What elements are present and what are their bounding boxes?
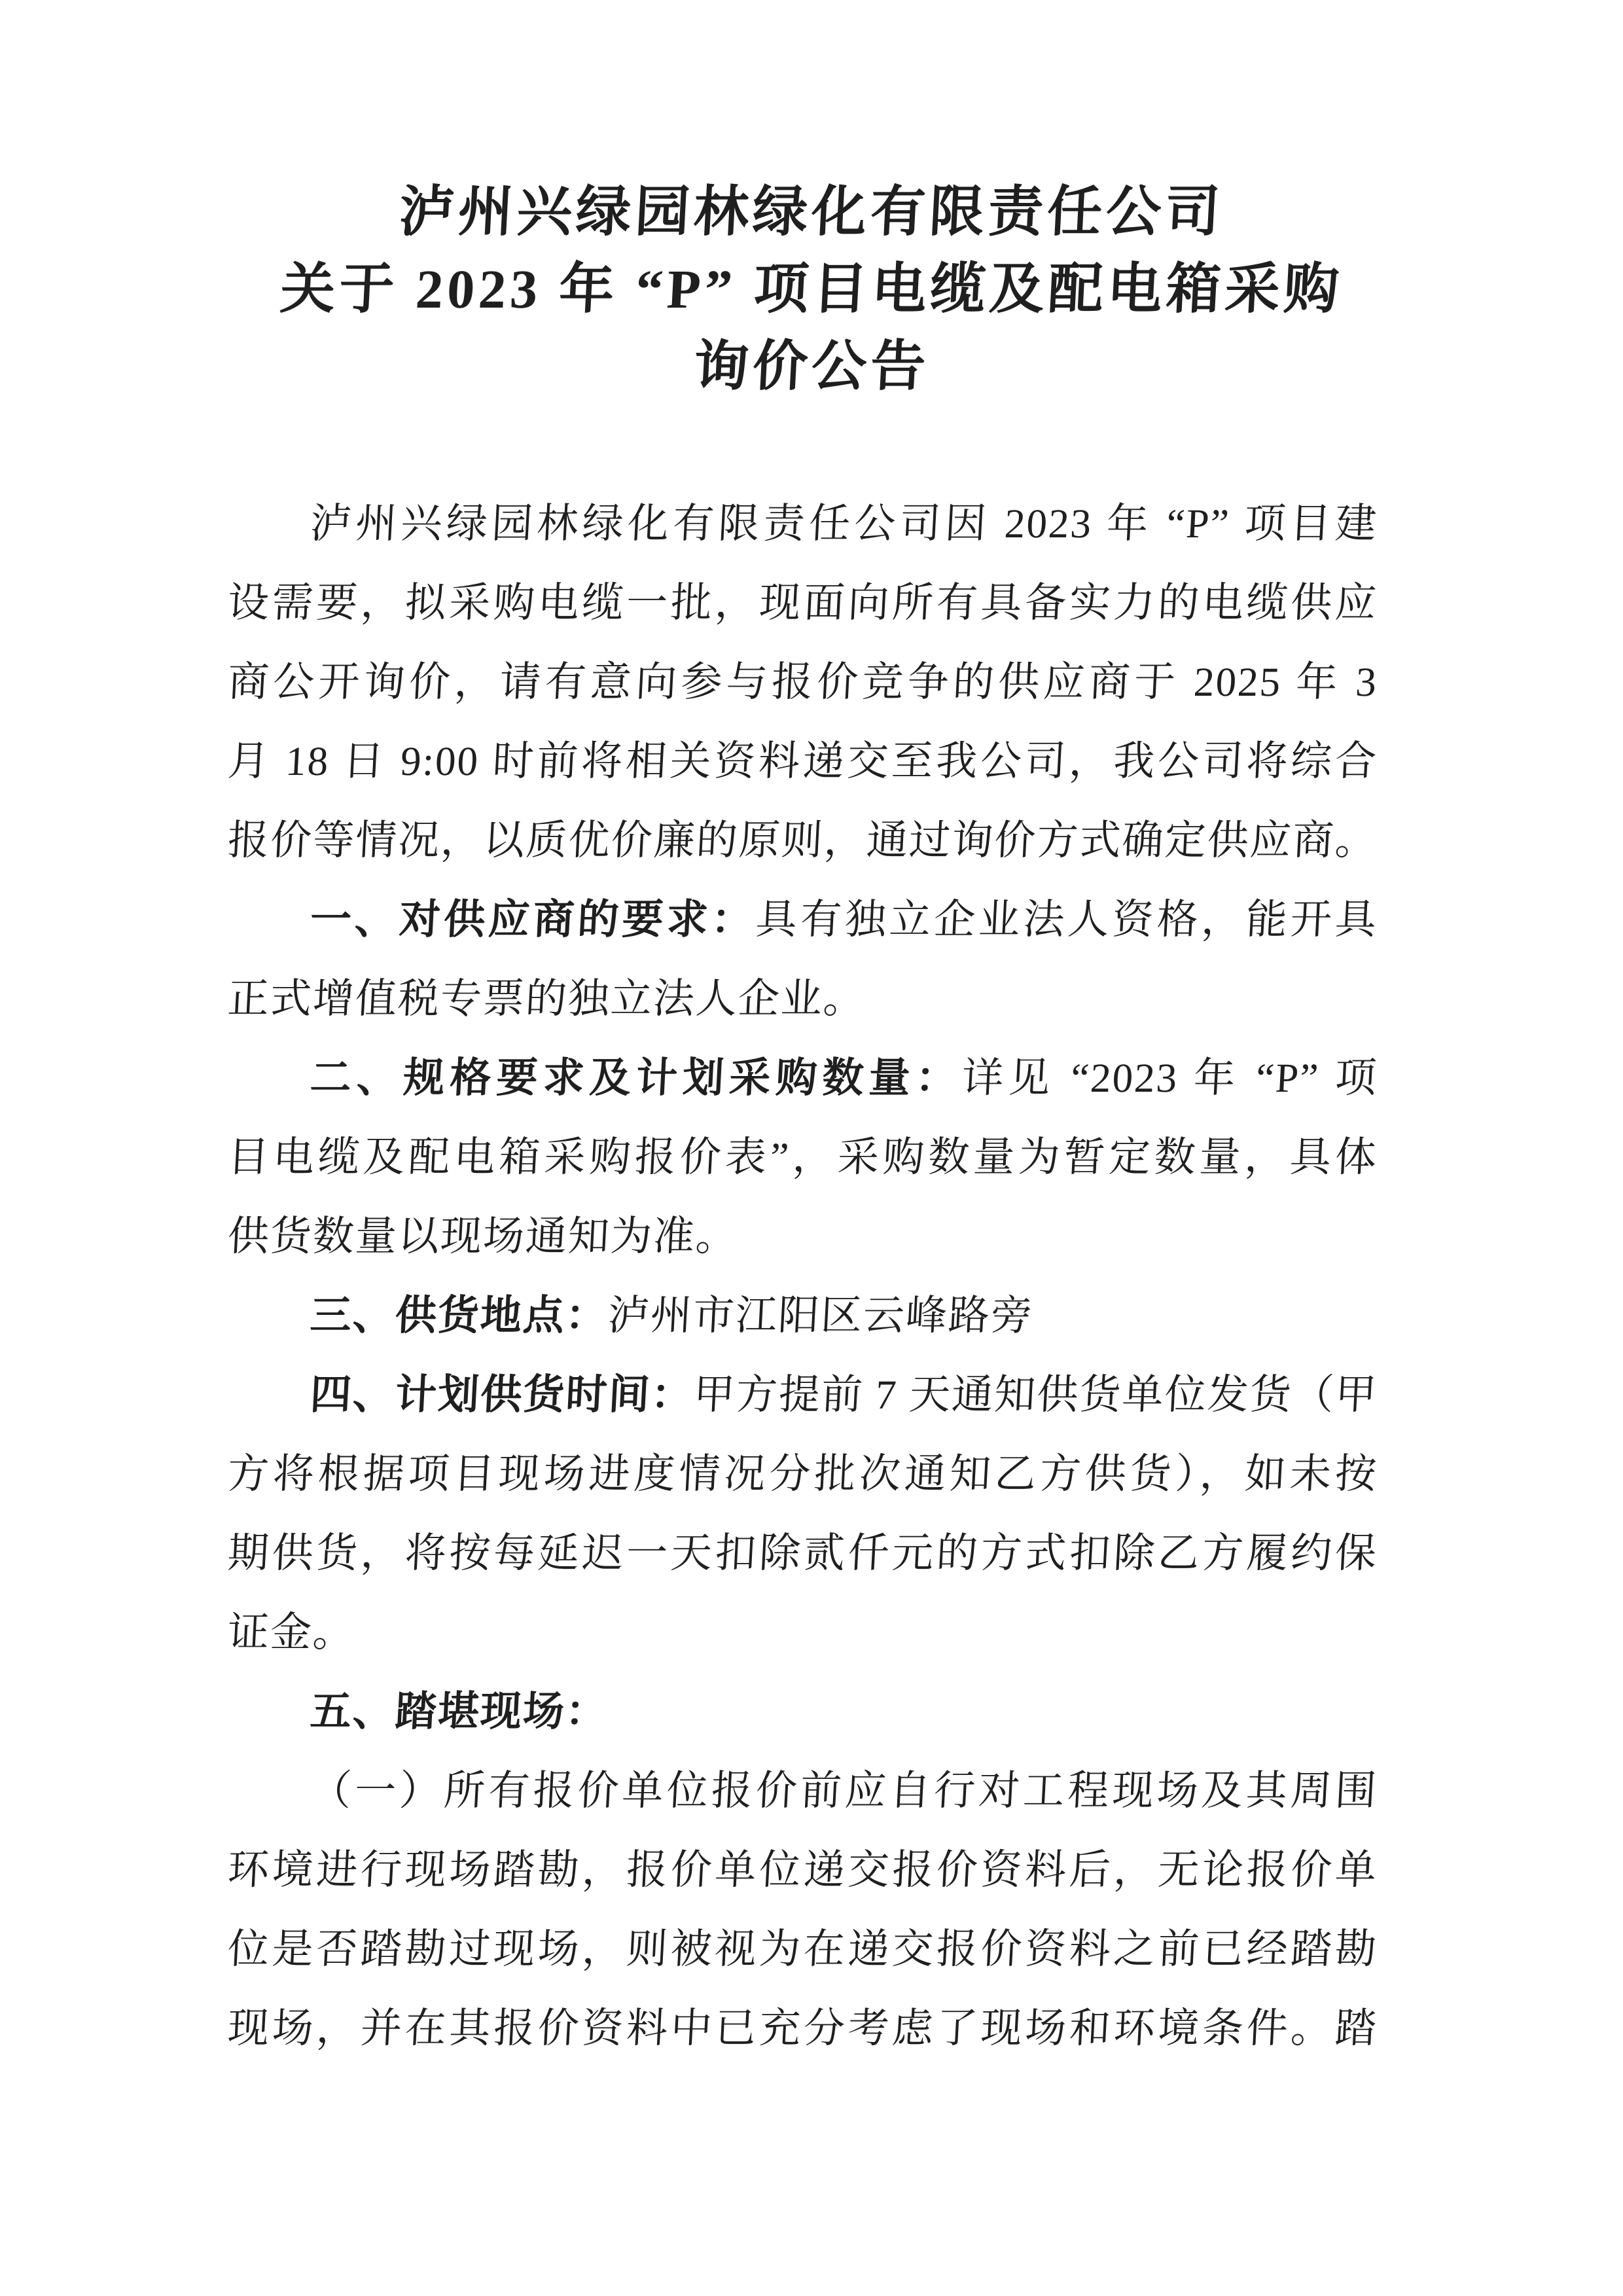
document-title-line: 泸州兴绿园林绿化有限责任公司 [397,182,1226,243]
line-text: 供货数量以现场通知为准。 [226,1213,740,1259]
section-heading: 五、踏堪现场： [309,1689,609,1734]
line-text: 泸州市江阳区云峰路旁 [607,1293,1035,1338]
text-line [226,1831,1380,1910]
text-line [226,1910,1380,1989]
text-line [226,1118,1380,1197]
text-line [226,801,1380,880]
line-text: 环境进行现场踏勘，报价单位递交报价资料后，无论报价单 [226,1847,1379,1893]
section-heading: 一、对供应商的要求： [309,897,757,942]
text-line [226,1514,1380,1593]
text-line [226,722,1380,801]
text-line [226,880,1380,960]
document-body [228,484,1378,2068]
text-line [226,1197,1380,1276]
line-text: 期供货，将按每延迟一天扣除贰仟元的方式扣除乙方履约保 [226,1530,1379,1576]
line-text: 月 18 日 9:00 时前将相关资料递交至我公司，我公司将综合 [226,738,1379,784]
line-text: 泸州兴绿园林绿化有限责任公司因 2023 年 “P” 项目建 [309,501,1379,547]
text-line [226,1355,1380,1435]
line-text: 方将根据项目现场进度情况分批次通知乙方供货），如未按 [226,1451,1379,1497]
text-line [226,1672,1380,1751]
line-text: 具有独立企业法人资格，能开具 [755,897,1379,942]
document-title-line: 关于 2023 年 “P” 项目电缆及配电箱采购 [278,259,1345,320]
line-text: 目电缆及配电箱采购报价表”，采购数量为暂定数量，具体 [226,1134,1379,1180]
text-line [226,484,1380,564]
line-text: 位是否踏勘过现场，则被视为在递交报价资料之前已经踏勘 [226,1926,1379,1972]
text-line [226,1276,1380,1355]
line-text: （一）所有报价单位报价前应自行对工程现场及其周围 [309,1768,1379,1814]
line-text: 正式增值税专票的独立法人企业。 [226,976,867,1022]
line-text: 证金。 [226,1609,357,1655]
text-line [226,1751,1380,1831]
text-line [226,564,1380,643]
text-line [226,1989,1380,2068]
line-text: 甲方提前 7 天通知供货单位发货（甲 [692,1372,1379,1418]
line-text: 详见 “2023 年 “P” 项 [961,1055,1379,1101]
line-text: 现场，并在其报价资料中已充分考虑了现场和环境条件。踏 [226,2005,1379,2051]
text-line [226,1593,1380,1672]
section-heading: 三、供货地点： [309,1293,609,1338]
text-line [226,960,1380,1039]
document-title-line: 询价公告 [692,336,931,397]
text-line [226,1435,1380,1514]
document-title [0,174,1623,406]
line-text: 报价等情况，以质优价廉的原则，通过询价方式确定供应商。 [226,817,1379,863]
line-text: 设需要，拟采购电缆一批，现面向所有具备实力的电缆供应 [226,580,1379,626]
section-heading: 四、计划供货时间： [309,1372,695,1418]
text-line [226,643,1380,722]
line-text: 商公开询价，请有意向参与报价竞争的供应商于 2025 年 3 [226,659,1379,705]
text-line [226,1039,1380,1118]
section-heading: 二、规格要求及计划采购数量： [309,1055,963,1101]
